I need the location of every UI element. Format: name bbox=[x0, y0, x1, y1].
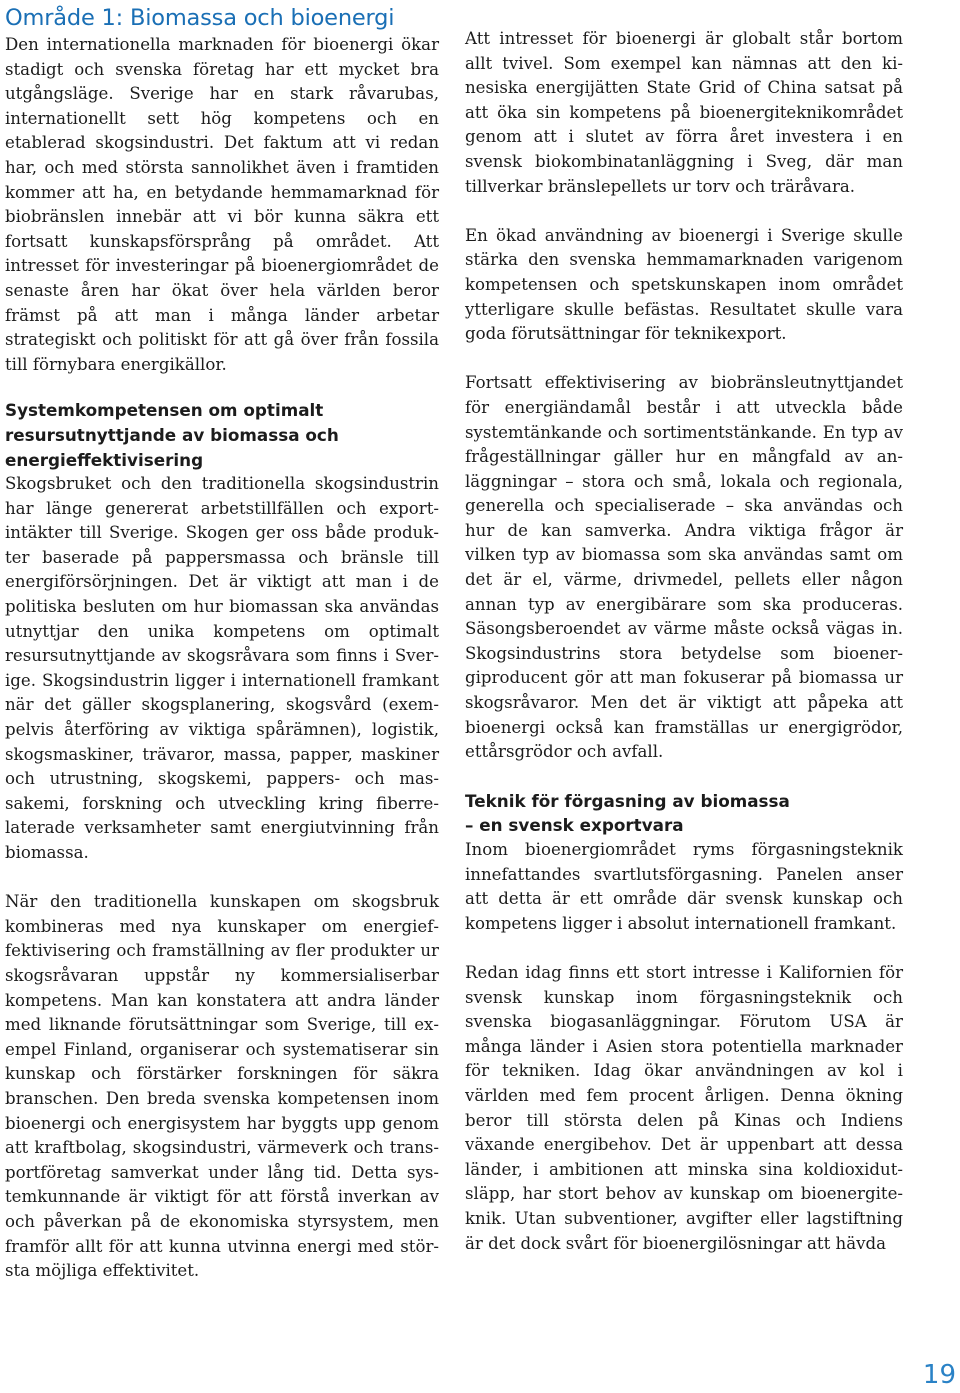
section-heading-forgasning bbox=[465, 789, 903, 838]
systemkompetens-paragraph: Skogsbruket och den traditionella skogsindustrin har länge genererat arbetstillfällen och exportintäkter till Sverige. Skogen ger oss både produkter baserade på pappersmassa och bränsle till energiförsörjningen. Det är viktigt att man i de politiska besluten om hur biomassan ska användas utnyttjar den unika kompetens om optimalt resursutnyttjande av skogsråvara som finns i Sverige. Skogsindustrin ligger i internationell framkant när det gäller skogsplanering, skogsvård (exempelvis återföring av viktiga spårämnen), logistik, skogsmaskiner, trävaror, massa, papper, maskiner och utrustning, skogskemi, pappers- och massakemi, forskning och utveckling kring fiberrelaterade verksamheter samt energiutvinning från biomassa. bbox=[5, 474, 439, 862]
effektivisering-paragraph: Fortsatt effektivisering av biobränsleutnyttjandet för energiändamål består i att utveckla både systemtänkande och sortimentstänkande. En typ av frågeställningar gäller hur en mångfald av anläggningar – stora och små, lokala och regionala, generella och specialiserade – ska användas och hur de kan samverka. Andra viktiga frågor är vilken typ av biomassa som ska användas samt om det är el, värme, drivmedel, pellets eller någon annan typ av energibärare som ska produceras. Säsongsberoendet av värme måste också vägas in. Skogsindustrins stora betydelse som bioenergiproducent gör att man fokuserar på biomassa ur skogsråvaror. Men det är viktigt att påpeka att bioenergi också kan framställas ur energigrödor, ettårsgrödor och avfall. bbox=[465, 373, 903, 762]
forgasning-paragraph: Inom bioenergiområdet ryms förgasningsteknik innefattandes svartlutsförgasning. Panelen anser att detta är ett område där svensk kunskap och kompetens ligger i absolut internationell framkant. bbox=[465, 840, 903, 933]
area-title: Område 1: Biomassa och bioenergi bbox=[5, 5, 395, 31]
left-column bbox=[5, 0, 439, 1284]
right-column bbox=[465, 0, 903, 1256]
section-heading-forgasning-line1: Teknik för förgasning av biomassa bbox=[465, 790, 790, 811]
section-heading-systemkompetens: Systemkompetensen om optimalt resursutnyttjande av biomassa och energieffektivisering bbox=[5, 400, 339, 470]
kunskap-paragraph: När den traditionella kunskapen om skogsbruk kombineras med nya kunskaper om energieffektivisering och framställning av fler produkter ur skogsråvaran uppstår ny kommersialiserbar kompetens. Man kan konstatera att andra länder med liknande förutsättningar som Sverige, till exempel Finland, organiserar och systematiserar sin kunskap och förstärker forskningen för säkra branschen. Den breda svenska kompetensen inom bioenergi och energisystem har byggts upp genom att kraftbolag, skogsindustri, värmeverk och transportföretag samverkat under lång tid. Detta systemkunnande är viktigt för att förstå inverkan av och påverkan på de ekonomiska styrsystem, men framför allt för att kunna utvinna energi med största möjliga effektivitet. bbox=[5, 892, 439, 1281]
kalifornien-paragraph: Redan idag finns ett stort intresse i Kalifornien för svensk kunskap inom förgasningsteknik och svenska biogasanläggningar. Förutom USA är många länder i Asien stora potentiella marknader för tekniken. Idag ökar användningen av kol i världen med fem procent årligen. Denna ökning beror till största delen på Kinas och Indiens växande energibehov. Det är uppenbart att dessa länder, i ambitionen att minska sina koldioxidutsläpp, har stort behov av kunskap om bioenergiteknik. Utan subventioner, avgifter eller lagstiftning är det dock svårt för bioenergilösningar att hävda bbox=[465, 962, 903, 1253]
hemmamarknad-paragraph: En ökad användning av bioenergi i Sverige skulle stärka den svenska hemmamarknaden varigenom kompetensen och spetskunskapen inom området ytterligare skulle befästas. Resultatet skulle vara goda förutsättningar för teknikexport. bbox=[465, 225, 903, 344]
globalt-intresse-paragraph: Att intresset för bioenergi är globalt står bortom allt tvivel. Som exempel kan nämnas att den kinesiska energijätten State Grid of China satsat på att öka sin kompetens på bioenergiteknikområdet genom att i slutet av förra året investera i en svensk biokombinatanläggning i Sveg, där man tillverkar bränslepellets ur torv och träråvara. bbox=[465, 29, 903, 196]
section-heading-forgasning-line2: – en svensk exportvara bbox=[465, 815, 684, 836]
intro-paragraph: Den internationella marknaden för bioenergi ökar stadigt och svenska företag har ett mycket bra utgångsläge. Sverige har en stark råvarubas, internationellt sett hög kompetens och en etablerad skogsindustri. Det faktum att vi redan har, och med största sannolikhet även i framtiden kommer att ha, en betydande hemmamarknad för biobränslen innebär att vi bör kunna säkra ett fortsatt kunskapsförsprång på området. Att intresset för investeringar på bioenergiområdet de senaste åren har ökat över hela världen beror främst på att man i många länder arbetar strategiskt och politiskt för att gå över från fossila till förnybara energikällor. bbox=[5, 35, 439, 374]
page-number: 19 bbox=[922, 1360, 956, 1390]
